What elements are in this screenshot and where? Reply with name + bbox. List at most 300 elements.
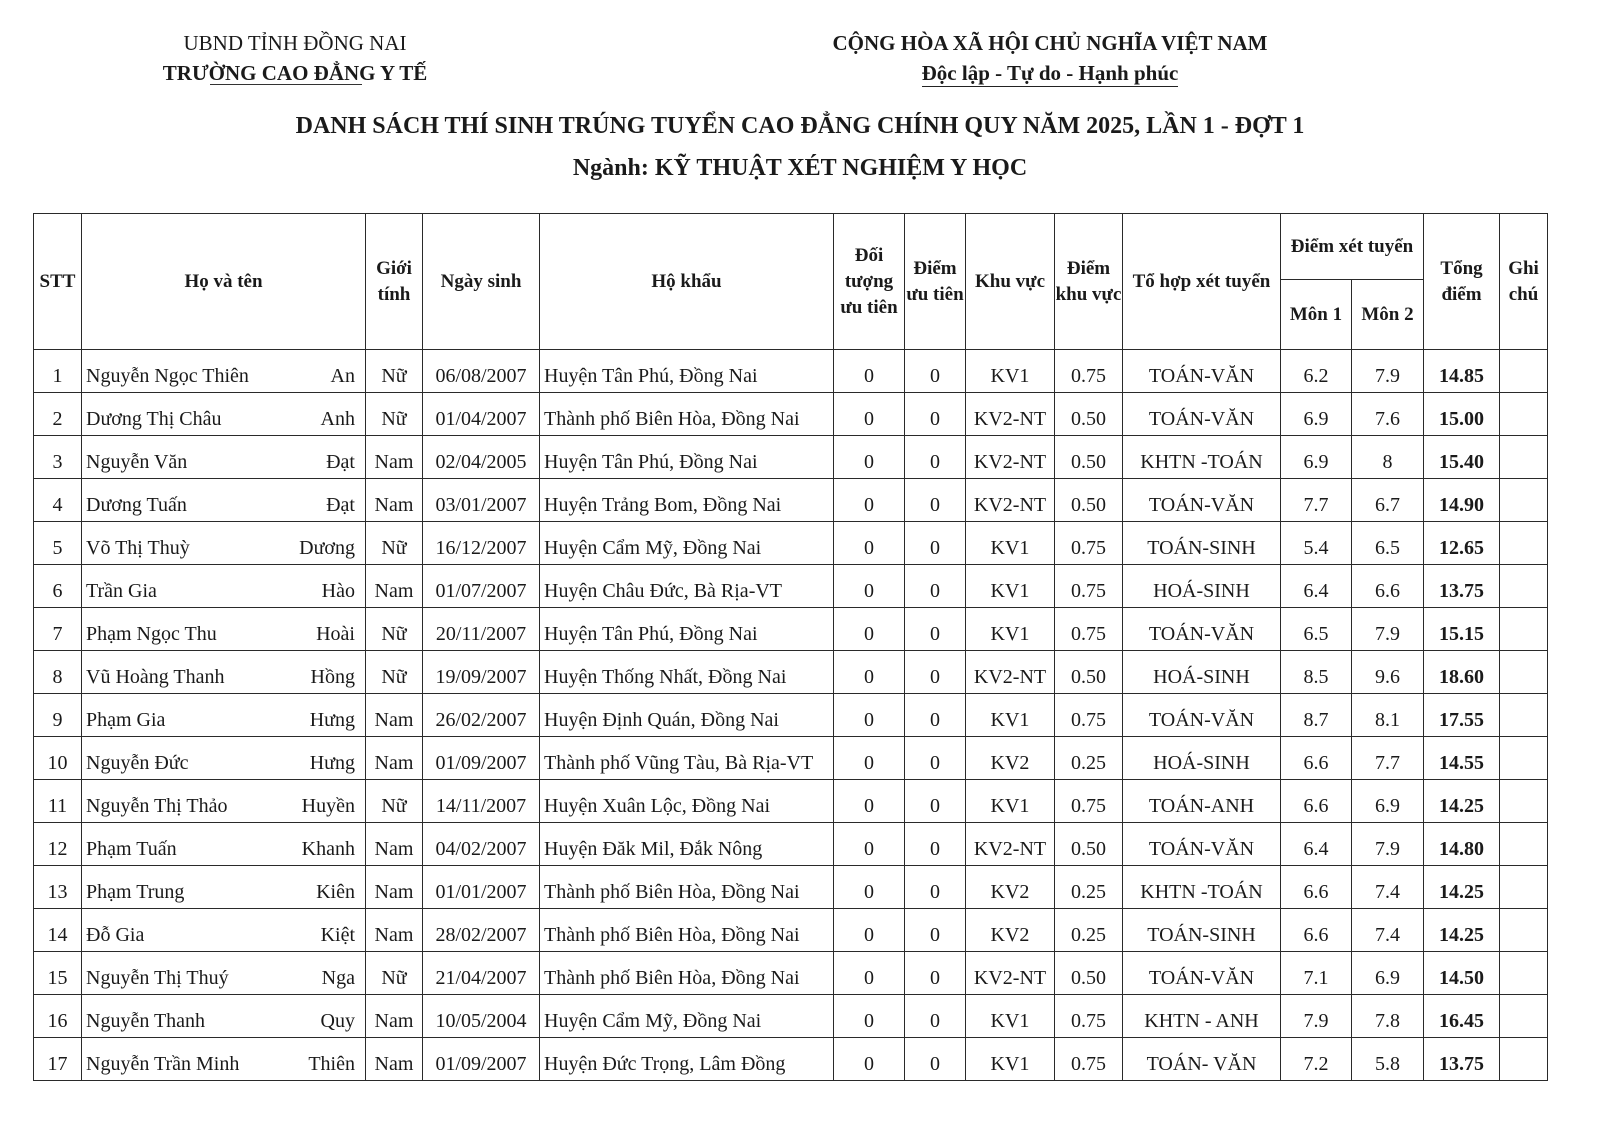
cell-gender: Nữ — [366, 780, 423, 823]
cell-total: 14.85 — [1424, 350, 1500, 393]
cell-combination: KHTN -TOÁN — [1123, 866, 1281, 909]
first-name: Hoài — [316, 623, 355, 645]
cell-subject1: 6.4 — [1281, 823, 1352, 866]
cell-area: KV1 — [966, 780, 1055, 823]
table-header-row — [34, 214, 1548, 280]
cell-subject1: 6.6 — [1281, 866, 1352, 909]
first-name: Hào — [321, 580, 355, 602]
table-row — [34, 436, 1548, 479]
first-name: Huyền — [301, 795, 355, 817]
cell-gender: Nam — [366, 866, 423, 909]
col-dob: Ngày sinh — [423, 214, 540, 350]
cell-stt: 10 — [34, 737, 82, 780]
cell-subject1: 7.2 — [1281, 1038, 1352, 1081]
cell-address: Huyện Đăk Mil, Đắk Nông — [540, 823, 834, 866]
last-middle-name: Trần Gia — [86, 580, 157, 602]
cell-total: 14.80 — [1424, 823, 1500, 866]
cell-gender: Nam — [366, 909, 423, 952]
last-middle-name: Dương Tuấn — [86, 494, 187, 516]
cell-gender: Nữ — [366, 651, 423, 694]
table-row — [34, 651, 1548, 694]
table-row — [34, 1038, 1548, 1081]
agency-header — [140, 28, 450, 88]
cell-note — [1500, 651, 1548, 694]
col-priority-score: Điểm ưu tiên — [905, 214, 966, 350]
cell-priority-group: 0 — [834, 522, 905, 565]
table-row — [34, 393, 1548, 436]
cell-stt: 1 — [34, 350, 82, 393]
cell-name — [82, 522, 366, 565]
admission-table — [33, 213, 1548, 1081]
first-name: Đạt — [326, 451, 355, 473]
cell-area: KV2-NT — [966, 823, 1055, 866]
cell-name — [82, 350, 366, 393]
cell-stt: 16 — [34, 995, 82, 1038]
first-name: Quy — [320, 1010, 355, 1032]
cell-combination: TOÁN-VĂN — [1123, 608, 1281, 651]
first-name: Hưng — [309, 752, 355, 774]
cell-stt: 13 — [34, 866, 82, 909]
cell-priority-group: 0 — [834, 1038, 905, 1081]
cell-subject1: 7.7 — [1281, 479, 1352, 522]
cell-stt: 12 — [34, 823, 82, 866]
col-priority-group: Đối tượng ưu tiên — [834, 214, 905, 350]
cell-dob: 01/04/2007 — [423, 393, 540, 436]
cell-subject2: 6.9 — [1352, 780, 1424, 823]
cell-total: 13.75 — [1424, 1038, 1500, 1081]
cell-address: Huyện Đức Trọng, Lâm Đồng — [540, 1038, 834, 1081]
cell-note — [1500, 350, 1548, 393]
cell-area-score: 0.75 — [1055, 608, 1123, 651]
last-middle-name: Nguyễn Thanh — [86, 1010, 206, 1032]
cell-area-score: 0.50 — [1055, 651, 1123, 694]
cell-name — [82, 1038, 366, 1081]
last-middle-name: Nguyễn Thị Thuý — [86, 967, 229, 989]
cell-stt: 8 — [34, 651, 82, 694]
cell-subject2: 7.4 — [1352, 909, 1424, 952]
cell-priority-score: 0 — [905, 479, 966, 522]
cell-priority-group: 0 — [834, 436, 905, 479]
table-row — [34, 608, 1548, 651]
cell-address: Huyện Định Quán, Đồng Nai — [540, 694, 834, 737]
cell-area-score: 0.50 — [1055, 436, 1123, 479]
last-middle-name: Dương Thị Châu — [86, 408, 222, 430]
cell-combination: TOÁN-VĂN — [1123, 350, 1281, 393]
cell-dob: 01/09/2007 — [423, 1038, 540, 1081]
cell-stt: 6 — [34, 565, 82, 608]
cell-total: 14.25 — [1424, 866, 1500, 909]
cell-subject2: 6.5 — [1352, 522, 1424, 565]
col-address: Hộ khẩu — [540, 214, 834, 350]
cell-priority-score: 0 — [905, 995, 966, 1038]
cell-name — [82, 866, 366, 909]
last-middle-name: Phạm Tuấn — [86, 838, 177, 860]
cell-address: Thành phố Biên Hòa, Đồng Nai — [540, 866, 834, 909]
cell-priority-group: 0 — [834, 909, 905, 952]
cell-combination: TOÁN-VĂN — [1123, 393, 1281, 436]
document-title: DANH SÁCH THÍ SINH TRÚNG TUYỂN CAO ĐẲNG CHÍNH QUY NĂM 2025, LẦN 1 - ĐỢT 1 — [295, 113, 1305, 139]
cell-priority-score: 0 — [905, 393, 966, 436]
cell-total: 18.60 — [1424, 651, 1500, 694]
cell-subject1: 6.5 — [1281, 608, 1352, 651]
cell-dob: 26/02/2007 — [423, 694, 540, 737]
cell-stt: 2 — [34, 393, 82, 436]
cell-total: 14.25 — [1424, 780, 1500, 823]
table-row — [34, 694, 1548, 737]
cell-subject1: 6.9 — [1281, 436, 1352, 479]
cell-note — [1500, 823, 1548, 866]
cell-dob: 16/12/2007 — [423, 522, 540, 565]
first-name: Khanh — [301, 838, 355, 860]
cell-combination: TOÁN-ANH — [1123, 780, 1281, 823]
cell-priority-group: 0 — [834, 479, 905, 522]
cell-address: Huyện Tân Phú, Đồng Nai — [540, 436, 834, 479]
cell-total: 12.65 — [1424, 522, 1500, 565]
cell-stt: 11 — [34, 780, 82, 823]
cell-dob: 02/04/2005 — [423, 436, 540, 479]
last-middle-name: Nguyễn Văn — [86, 451, 188, 473]
cell-subject2: 7.7 — [1352, 737, 1424, 780]
cell-priority-score: 0 — [905, 651, 966, 694]
cell-priority-group: 0 — [834, 952, 905, 995]
cell-note — [1500, 952, 1548, 995]
col-subject2: Môn 2 — [1352, 280, 1424, 350]
cell-priority-group: 0 — [834, 780, 905, 823]
cell-note — [1500, 866, 1548, 909]
cell-area-score: 0.75 — [1055, 1038, 1123, 1081]
last-middle-name: Phạm Ngọc Thu — [86, 623, 217, 645]
cell-note — [1500, 694, 1548, 737]
cell-area: KV2-NT — [966, 952, 1055, 995]
cell-name — [82, 608, 366, 651]
first-name: Hưng — [309, 709, 355, 731]
school-name: TRƯỜNG CAO ĐẲNG Y TẾ — [162, 61, 428, 85]
cell-area-score: 0.75 — [1055, 350, 1123, 393]
last-middle-name: Đỗ Gia — [86, 924, 145, 946]
cell-subject1: 6.2 — [1281, 350, 1352, 393]
table-row — [34, 952, 1548, 995]
cell-note — [1500, 737, 1548, 780]
cell-gender: Nam — [366, 694, 423, 737]
cell-area: KV1 — [966, 522, 1055, 565]
cell-gender: Nữ — [366, 350, 423, 393]
cell-stt: 14 — [34, 909, 82, 952]
first-name: Hồng — [310, 666, 355, 688]
cell-priority-score: 0 — [905, 694, 966, 737]
cell-gender: Nam — [366, 995, 423, 1038]
cell-area-score: 0.75 — [1055, 780, 1123, 823]
cell-stt: 5 — [34, 522, 82, 565]
cell-stt: 9 — [34, 694, 82, 737]
cell-name — [82, 737, 366, 780]
cell-subject1: 7.1 — [1281, 952, 1352, 995]
national-header — [810, 28, 1290, 88]
cell-note — [1500, 393, 1548, 436]
cell-total: 14.50 — [1424, 952, 1500, 995]
cell-combination: KHTN - ANH — [1123, 995, 1281, 1038]
cell-name — [82, 995, 366, 1038]
cell-priority-group: 0 — [834, 350, 905, 393]
cell-name — [82, 393, 366, 436]
cell-combination: TOÁN-VĂN — [1123, 479, 1281, 522]
cell-combination: TOÁN-VĂN — [1123, 694, 1281, 737]
cell-note — [1500, 436, 1548, 479]
cell-area: KV2 — [966, 909, 1055, 952]
cell-combination: TOÁN-VĂN — [1123, 823, 1281, 866]
cell-address: Huyện Tân Phú, Đồng Nai — [540, 350, 834, 393]
cell-total: 13.75 — [1424, 565, 1500, 608]
cell-dob: 19/09/2007 — [423, 651, 540, 694]
cell-area-score: 0.25 — [1055, 866, 1123, 909]
cell-area: KV2-NT — [966, 479, 1055, 522]
cell-dob: 01/09/2007 — [423, 737, 540, 780]
cell-total: 14.55 — [1424, 737, 1500, 780]
cell-gender: Nam — [366, 565, 423, 608]
table-row — [34, 780, 1548, 823]
first-name: Dương — [299, 537, 355, 559]
last-middle-name: Võ Thị Thuỳ — [86, 537, 190, 559]
cell-gender: Nam — [366, 823, 423, 866]
cell-stt: 17 — [34, 1038, 82, 1081]
cell-stt: 7 — [34, 608, 82, 651]
col-admission-score: Điểm xét tuyển — [1281, 214, 1424, 280]
cell-area: KV2 — [966, 866, 1055, 909]
first-name: Anh — [320, 408, 355, 430]
cell-gender: Nữ — [366, 522, 423, 565]
cell-name — [82, 952, 366, 995]
cell-address: Thành phố Biên Hòa, Đồng Nai — [540, 393, 834, 436]
cell-area-score: 0.25 — [1055, 737, 1123, 780]
cell-subject2: 7.8 — [1352, 995, 1424, 1038]
cell-note — [1500, 479, 1548, 522]
cell-total: 14.25 — [1424, 909, 1500, 952]
cell-priority-group: 0 — [834, 651, 905, 694]
cell-subject2: 7.9 — [1352, 608, 1424, 651]
cell-area: KV1 — [966, 1038, 1055, 1081]
cell-subject2: 9.6 — [1352, 651, 1424, 694]
cell-area-score: 0.50 — [1055, 952, 1123, 995]
first-name: Thiên — [308, 1053, 355, 1075]
cell-gender: Nam — [366, 1038, 423, 1081]
first-name: Nga — [321, 967, 355, 989]
cell-dob: 03/01/2007 — [423, 479, 540, 522]
cell-subject2: 6.6 — [1352, 565, 1424, 608]
cell-priority-group: 0 — [834, 737, 905, 780]
cell-area-score: 0.50 — [1055, 823, 1123, 866]
col-stt: STT — [34, 214, 82, 350]
col-name: Họ và tên — [82, 214, 366, 350]
cell-note — [1500, 1038, 1548, 1081]
national-motto: Độc lập - Tự do - Hạnh phúc — [921, 61, 1179, 85]
cell-priority-score: 0 — [905, 522, 966, 565]
cell-name — [82, 909, 366, 952]
cell-priority-score: 0 — [905, 1038, 966, 1081]
cell-subject1: 6.6 — [1281, 780, 1352, 823]
cell-combination: HOÁ-SINH — [1123, 651, 1281, 694]
col-gender: Giới tính — [366, 214, 423, 350]
col-note: Ghi chú — [1500, 214, 1548, 350]
cell-combination: KHTN -TOÁN — [1123, 436, 1281, 479]
cell-dob: 04/02/2007 — [423, 823, 540, 866]
cell-priority-group: 0 — [834, 393, 905, 436]
cell-subject2: 7.9 — [1352, 350, 1424, 393]
cell-subject1: 8.7 — [1281, 694, 1352, 737]
cell-area: KV2-NT — [966, 436, 1055, 479]
col-area-score: Điểm khu vực — [1055, 214, 1123, 350]
cell-gender: Nữ — [366, 393, 423, 436]
last-middle-name: Nguyễn Thị Thảo — [86, 795, 228, 817]
last-middle-name: Phạm Gia — [86, 709, 166, 731]
cell-note — [1500, 608, 1548, 651]
cell-combination: TOÁN- VĂN — [1123, 1038, 1281, 1081]
cell-priority-score: 0 — [905, 565, 966, 608]
cell-area: KV1 — [966, 694, 1055, 737]
cell-name — [82, 436, 366, 479]
cell-dob: 01/07/2007 — [423, 565, 540, 608]
cell-dob: 28/02/2007 — [423, 909, 540, 952]
cell-dob: 01/01/2007 — [423, 866, 540, 909]
cell-area-score: 0.75 — [1055, 522, 1123, 565]
first-name: Đạt — [326, 494, 355, 516]
col-total: Tổng điểm — [1424, 214, 1500, 350]
cell-dob: 20/11/2007 — [423, 608, 540, 651]
cell-priority-score: 0 — [905, 866, 966, 909]
cell-priority-group: 0 — [834, 995, 905, 1038]
cell-dob: 10/05/2004 — [423, 995, 540, 1038]
cell-subject1: 7.9 — [1281, 995, 1352, 1038]
cell-address: Huyện Cẩm Mỹ, Đồng Nai — [540, 995, 834, 1038]
first-name: Kiên — [316, 881, 355, 903]
cell-area-score: 0.50 — [1055, 479, 1123, 522]
cell-area: KV1 — [966, 350, 1055, 393]
cell-priority-group: 0 — [834, 823, 905, 866]
last-middle-name: Vũ Hoàng Thanh — [86, 666, 225, 688]
cell-address: Huyện Thống Nhất, Đồng Nai — [540, 651, 834, 694]
cell-total: 15.40 — [1424, 436, 1500, 479]
cell-priority-group: 0 — [834, 608, 905, 651]
cell-priority-score: 0 — [905, 952, 966, 995]
cell-subject1: 6.6 — [1281, 909, 1352, 952]
cell-name — [82, 479, 366, 522]
cell-priority-score: 0 — [905, 780, 966, 823]
table-row — [34, 565, 1548, 608]
cell-priority-score: 0 — [905, 350, 966, 393]
table-row — [34, 866, 1548, 909]
cell-note — [1500, 565, 1548, 608]
cell-priority-score: 0 — [905, 436, 966, 479]
cell-combination: HOÁ-SINH — [1123, 737, 1281, 780]
cell-address: Huyện Xuân Lộc, Đồng Nai — [540, 780, 834, 823]
first-name: Kiệt — [320, 924, 355, 946]
cell-area: KV1 — [966, 565, 1055, 608]
cell-address: Thành phố Biên Hòa, Đồng Nai — [540, 952, 834, 995]
cell-subject2: 7.4 — [1352, 866, 1424, 909]
cell-priority-score: 0 — [905, 608, 966, 651]
cell-gender: Nam — [366, 737, 423, 780]
cell-combination: TOÁN-SINH — [1123, 909, 1281, 952]
cell-area-score: 0.75 — [1055, 694, 1123, 737]
cell-area: KV1 — [966, 608, 1055, 651]
col-area: Khu vực — [966, 214, 1055, 350]
cell-priority-score: 0 — [905, 909, 966, 952]
major-subtitle: Ngành: KỸ THUẬT XÉT NGHIỆM Y HỌC — [572, 155, 1028, 181]
cell-dob: 14/11/2007 — [423, 780, 540, 823]
cell-combination: HOÁ-SINH — [1123, 565, 1281, 608]
last-middle-name: Phạm Trung — [86, 881, 185, 903]
cell-combination: TOÁN-VĂN — [1123, 952, 1281, 995]
cell-dob: 21/04/2007 — [423, 952, 540, 995]
cell-gender: Nữ — [366, 608, 423, 651]
cell-subject2: 6.7 — [1352, 479, 1424, 522]
cell-name — [82, 651, 366, 694]
cell-note — [1500, 909, 1548, 952]
cell-total: 17.55 — [1424, 694, 1500, 737]
table-row — [34, 479, 1548, 522]
cell-total: 15.00 — [1424, 393, 1500, 436]
cell-name — [82, 780, 366, 823]
cell-subject1: 8.5 — [1281, 651, 1352, 694]
cell-note — [1500, 995, 1548, 1038]
cell-dob: 06/08/2007 — [423, 350, 540, 393]
cell-address: Huyện Tân Phú, Đồng Nai — [540, 608, 834, 651]
cell-stt: 4 — [34, 479, 82, 522]
cell-note — [1500, 522, 1548, 565]
cell-combination: TOÁN-SINH — [1123, 522, 1281, 565]
table-row — [34, 995, 1548, 1038]
cell-subject2: 8.1 — [1352, 694, 1424, 737]
cell-area-score: 0.25 — [1055, 909, 1123, 952]
col-subject1: Môn 1 — [1281, 280, 1352, 350]
cell-name — [82, 694, 366, 737]
cell-address: Huyện Trảng Bom, Đồng Nai — [540, 479, 834, 522]
cell-subject1: 6.9 — [1281, 393, 1352, 436]
cell-priority-score: 0 — [905, 823, 966, 866]
cell-gender: Nữ — [366, 952, 423, 995]
cell-name — [82, 823, 366, 866]
cell-address: Huyện Châu Đức, Bà Rịa-VT — [540, 565, 834, 608]
header-divider — [210, 84, 362, 85]
cell-priority-group: 0 — [834, 565, 905, 608]
cell-subject1: 5.4 — [1281, 522, 1352, 565]
cell-name — [82, 565, 366, 608]
cell-stt: 3 — [34, 436, 82, 479]
cell-subject2: 7.6 — [1352, 393, 1424, 436]
cell-subject2: 7.9 — [1352, 823, 1424, 866]
cell-subject2: 5.8 — [1352, 1038, 1424, 1081]
table-row — [34, 909, 1548, 952]
table-row — [34, 737, 1548, 780]
cell-subject1: 6.6 — [1281, 737, 1352, 780]
agency-name: UBND TỈNH ĐỒNG NAI — [183, 31, 407, 55]
first-name: An — [330, 365, 355, 387]
cell-stt: 15 — [34, 952, 82, 995]
cell-priority-group: 0 — [834, 694, 905, 737]
cell-gender: Nam — [366, 436, 423, 479]
cell-note — [1500, 780, 1548, 823]
cell-total: 15.15 — [1424, 608, 1500, 651]
last-middle-name: Nguyễn Trần Minh — [86, 1053, 240, 1075]
cell-priority-group: 0 — [834, 866, 905, 909]
cell-priority-score: 0 — [905, 737, 966, 780]
cell-address: Thành phố Biên Hòa, Đồng Nai — [540, 909, 834, 952]
table-row — [34, 522, 1548, 565]
cell-total: 14.90 — [1424, 479, 1500, 522]
table-row — [34, 350, 1548, 393]
cell-area-score: 0.75 — [1055, 995, 1123, 1038]
cell-address: Huyện Cẩm Mỹ, Đồng Nai — [540, 522, 834, 565]
cell-area: KV2-NT — [966, 651, 1055, 694]
cell-area: KV2-NT — [966, 393, 1055, 436]
